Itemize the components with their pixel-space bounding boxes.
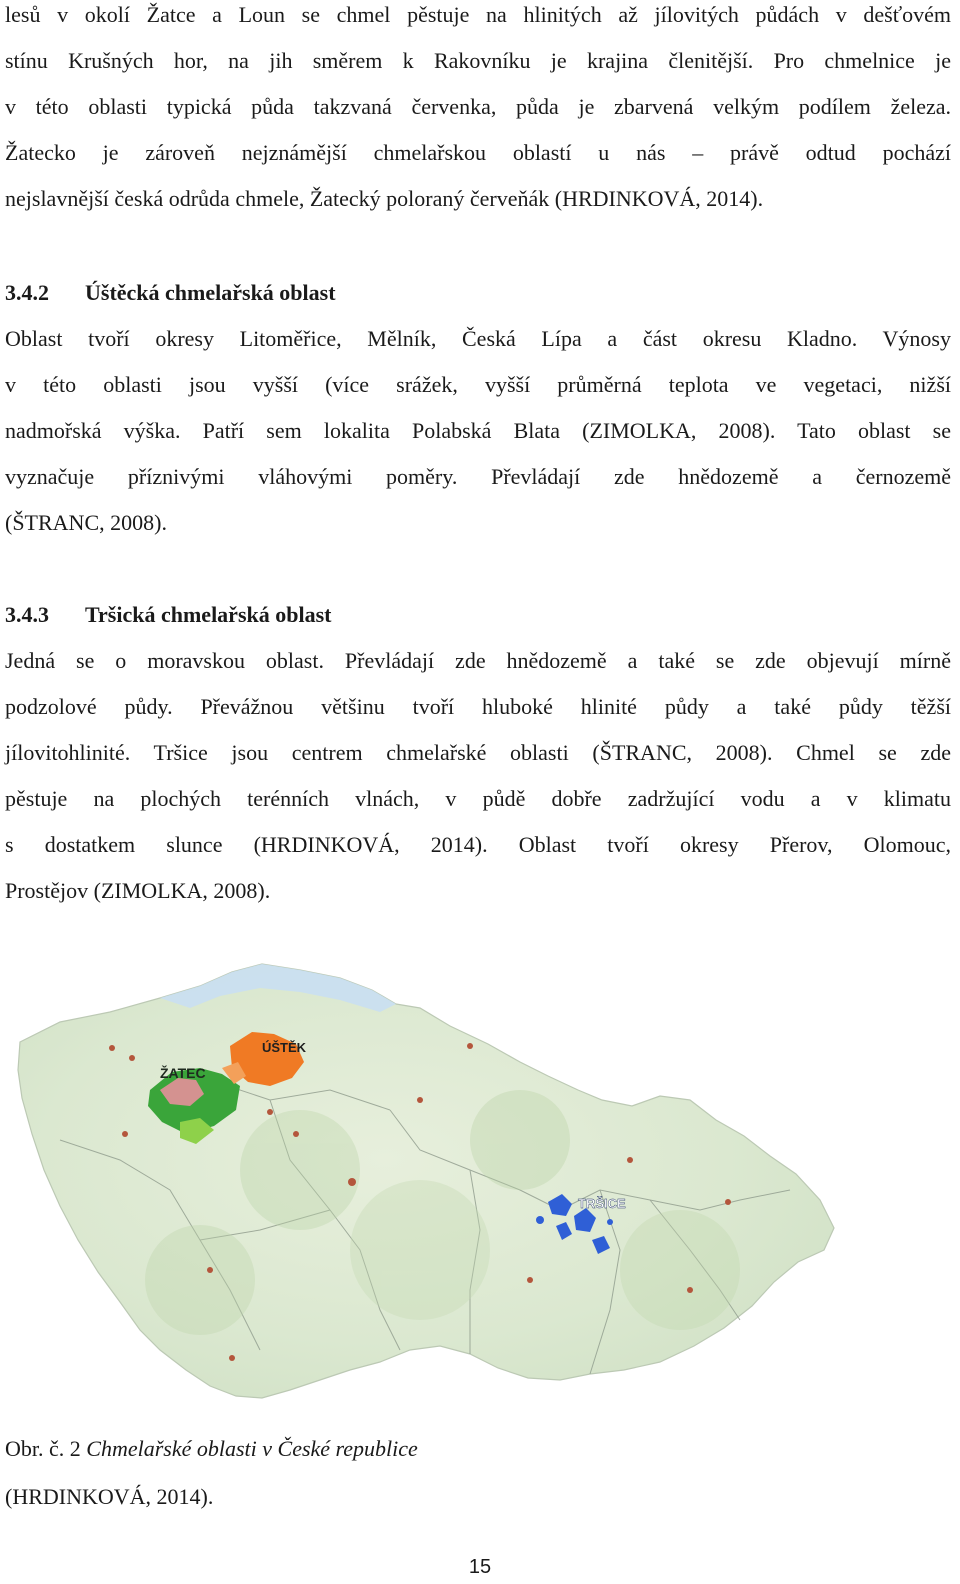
hop-regions-map: [0, 950, 960, 1410]
text-line: v této oblasti jsou vyšší (více srážek, vyšší průměrná teplota ve vegetaci, nižší: [5, 372, 951, 397]
section-number: 3.4.3: [5, 602, 49, 627]
zatec-label: ŽATEC: [160, 1065, 206, 1081]
text-line: s dostatkem slunce (HRDINKOVÁ, 2014). Oblast tvoří okresy Přerov, Olomouc,: [5, 832, 951, 857]
section-number: 3.4.2: [5, 280, 49, 305]
figure-caption: [5, 1436, 418, 1462]
text-line: stínu Krušných hor, na jih směrem k Rakovníku je krajina členitější. Pro chmelnice je: [5, 48, 951, 73]
section-title: Úštěcká chmelařská oblast: [85, 280, 336, 305]
text-line: jílovitohlinité. Tršice jsou centrem chmelařské oblasti (ŠTRANC, 2008). Chmel se zde: [5, 740, 951, 765]
section-title: Tršická chmelařská oblast: [85, 602, 332, 627]
text-line: Prostějov (ZIMOLKA, 2008).: [5, 878, 271, 903]
text-line: nadmořská výška. Patří sem lokalita Polabská Blata (ZIMOLKA, 2008). Tato oblast se: [5, 418, 951, 443]
text-line: Jedná se o moravskou oblast. Převládají zde hnědozemě a také se zde objevují mírně: [5, 648, 951, 673]
text-line: pěstuje na plochých terénních vlnách, v půdě dobře zadržující vodu a v klimatu: [5, 786, 951, 811]
section-heading-343: [5, 602, 331, 628]
section-heading-342: [5, 280, 336, 306]
text-line: Oblast tvoří okresy Litoměřice, Mělník, Česká Lípa a část okresu Kladno. Výnosy: [5, 326, 951, 351]
text-line: nejslavnější česká odrůda chmele, Žatecký poloraný červeňák (HRDINKOVÁ, 2014).: [5, 186, 764, 211]
text-line: (ŠTRANC, 2008).: [5, 510, 167, 535]
caption-prefix: Obr. č. 2: [5, 1436, 81, 1461]
text-line: podzolové půdy. Převážnou většinu tvoří hluboké hlinité půdy a také půdy těžší: [5, 694, 951, 719]
ustek-label: ÚŠTĚK: [262, 1040, 307, 1055]
text-line: lesů v okolí Žatce a Loun se chmel pěstuje na hlinitých až jílovitých půdách v dešťovém: [5, 2, 951, 27]
caption-title: Chmelařské oblasti v České republice: [86, 1436, 418, 1461]
text-line: v této oblasti typická půda takzvaná červenka, půda je zbarvená velkým podílem železa.: [5, 94, 951, 119]
text-line: Žatecko je zároveň nejznámější chmelařskou oblastí u nás – právě odtud pochází: [5, 140, 951, 165]
trsice-label: TRŠICE: [578, 1196, 626, 1211]
page-number: 15: [468, 1556, 492, 1578]
caption-source: (HRDINKOVÁ, 2014).: [5, 1484, 214, 1509]
text-line: vyznačuje příznivými vláhovými poměry. Převládají zde hnědozemě a černozemě: [5, 464, 951, 489]
